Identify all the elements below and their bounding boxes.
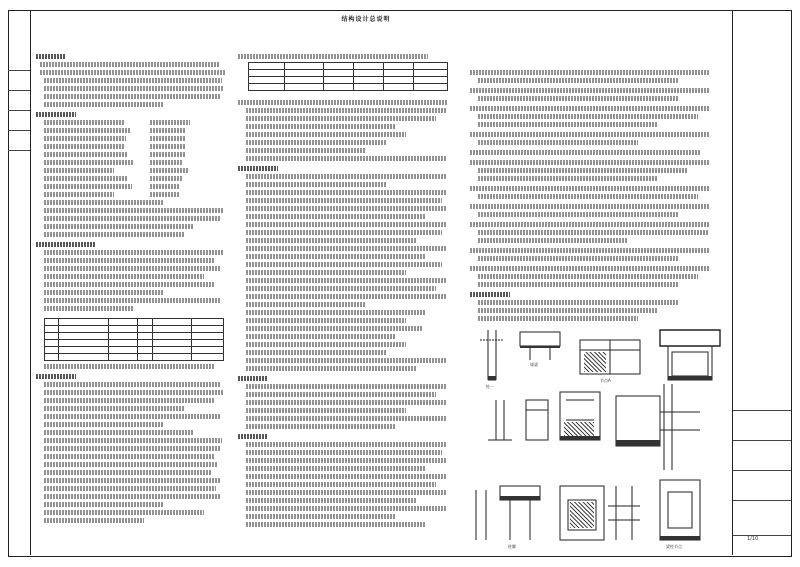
sheet-number: 1/10 xyxy=(747,536,759,542)
detail-label: 梁柱节点 xyxy=(666,544,682,549)
detail-hatch xyxy=(564,422,594,436)
detail-label: 墙梁 xyxy=(530,362,538,367)
drawing-title: 结构设计总说明 xyxy=(341,16,391,23)
detail-label: 柱脚 xyxy=(508,544,516,549)
detail-label: 柱一 xyxy=(486,384,494,389)
detail-hatch xyxy=(584,352,606,372)
detail-label: 节点A xyxy=(600,378,611,383)
detail-hatch xyxy=(570,502,594,528)
